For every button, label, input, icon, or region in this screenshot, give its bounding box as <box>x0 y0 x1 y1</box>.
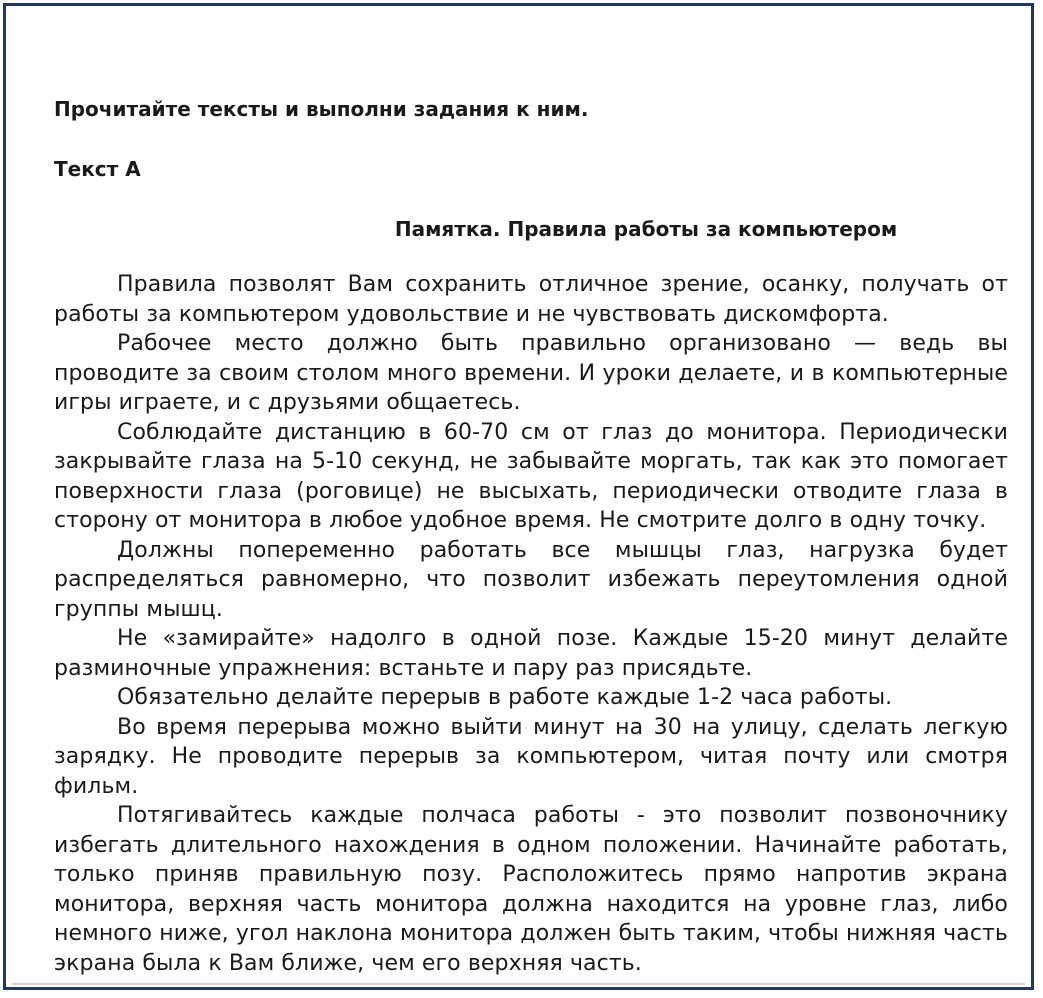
paragraph: Обязательно делайте перерыв в работе каждые 1-2 часа работы. <box>117 685 893 710</box>
document-body <box>54 94 1008 978</box>
paragraph: Во время перерыва можно выйти минут на 30 на улицу, сделать легкую зарядку. Не проводите перерыв за компьютером, читая почту или смотря фильм. <box>54 714 1008 799</box>
paragraph: Потягивайтесь каждые полчаса работы - это позволит позвоночнику избегать длительного нахождения в одном положении. Начинайте работать, только приняв правильную позу. Расположитесь прямо напротив экрана монитора, верхняя часть монитора должна находится на уровне глаз, либо немного ниже, угол наклона монитора должен быть таким, чтобы нижняя часть экрана была к Вам ближе, чем его верхняя часть. <box>54 803 1008 976</box>
text-label: Текст А <box>54 157 141 181</box>
paragraph: Рабочее место должно быть правильно организовано — ведь вы проводите за своим столом много времени. И уроки делаете, и в компьютерные игры играете, и с друзьями общаетесь. <box>54 331 1008 415</box>
document-frame <box>3 3 1034 990</box>
task-heading: Прочитайте тексты и выполни задания к ним. <box>54 97 589 121</box>
paragraph: Соблюдайте дистанцию в 60-70 см от глаз до монитора. Периодически закрывайте глаза на 5-10 секунд, не забывайте моргать, так как это помогает поверхности глаза (роговице) не высыхать, периодически отводите глаза в сторону от монитора в любое удобное время. Не смотрите долго в одну точку. <box>54 419 1008 533</box>
document-title: Памятка. Правила работы за компьютером <box>394 217 898 241</box>
paragraph: Правила позволят Вам сохранить отличное зрение, осанку, получать от работы за компьютером удовольствие и не чувствовать дискомфорта. <box>54 272 1008 327</box>
bottom-divider <box>12 983 1025 985</box>
paragraph: Должны попеременно работать все мышцы глаз, нагрузка будет распределяться равномерно, что позволит избежать переутомления одной группы мышц. <box>54 537 1008 622</box>
paragraph: Не «замирайте» надолго в одной позе. Каждые 15-20 минут делайте разминочные упражнения: встаньте и пару раз присядьте. <box>54 626 1008 681</box>
